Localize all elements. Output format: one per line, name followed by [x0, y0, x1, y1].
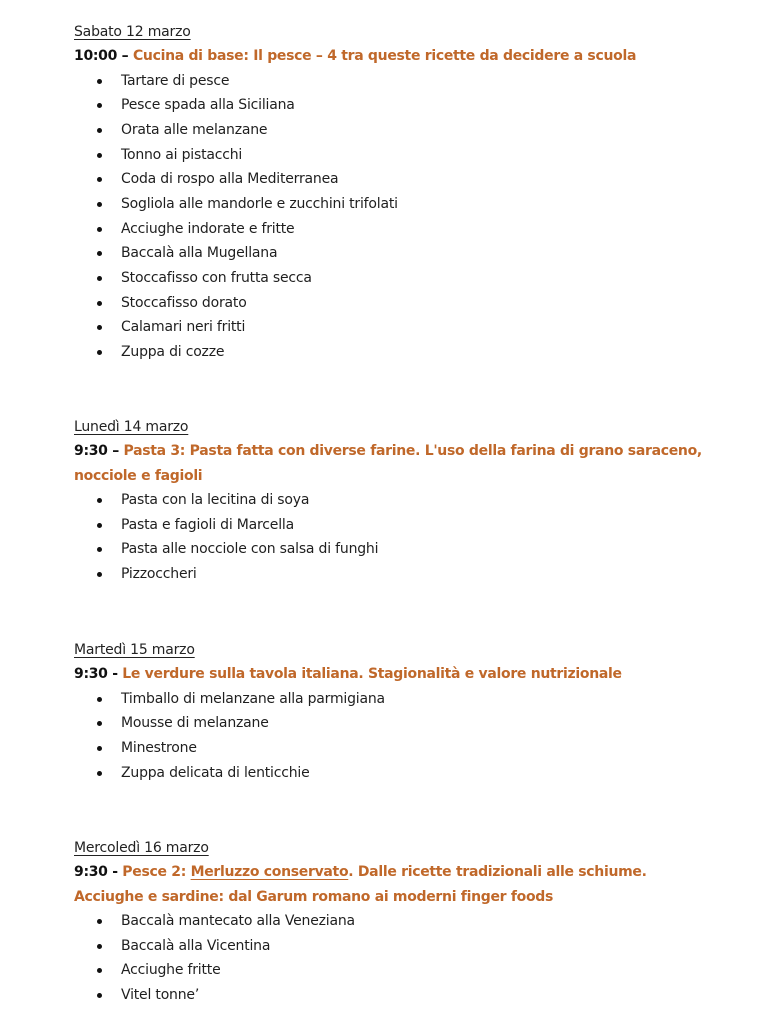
session-heading: [74, 860, 714, 909]
session-separator: –: [121, 48, 129, 64]
list-item-text: Baccalà alla Vicentina: [121, 937, 271, 954]
bullet-icon: [97, 547, 102, 552]
bullet-icon: [97, 177, 102, 182]
recipe-list: [74, 909, 714, 1008]
list-item-text: Mousse di melanzane: [121, 715, 269, 732]
bullet-icon: [97, 697, 102, 702]
list-item: [74, 513, 714, 538]
list-item-text: Baccalà alla Mugellana: [121, 245, 278, 262]
list-item-text: Pasta con la lecitina di soya: [121, 492, 310, 508]
list-item: [74, 340, 714, 365]
bullet-icon: [97, 944, 102, 949]
list-item: [74, 909, 714, 934]
session-heading: [74, 662, 714, 687]
list-item-text: Acciughe indorate e fritte: [121, 220, 295, 237]
bullet-icon: [97, 771, 102, 776]
bullet-icon: [97, 993, 102, 998]
bullet-icon: [97, 128, 102, 133]
bullet-icon: [97, 746, 102, 751]
session-title-underlined: Merluzzo conservato: [190, 864, 349, 880]
recipe-list: [74, 69, 714, 365]
list-item: [74, 291, 714, 316]
session-time: 10:00: [74, 48, 118, 64]
bullet-icon: [97, 350, 102, 355]
bullet-icon: [97, 325, 102, 330]
list-item-text: Minestrone: [121, 739, 197, 756]
list-item: [74, 736, 714, 761]
session-time: 9:30: [74, 666, 108, 682]
bullet-icon: [97, 721, 102, 726]
list-item: [74, 958, 714, 983]
list-item: [74, 537, 714, 562]
list-item: [74, 143, 714, 168]
list-item: [74, 761, 714, 786]
schedule-section-sabato: [74, 20, 714, 365]
list-item: [74, 118, 714, 143]
bullet-icon: [97, 498, 102, 503]
session-heading: [74, 439, 714, 488]
list-item-text: Zuppa di cozze: [121, 344, 225, 361]
schedule-section-lunedi: [74, 415, 714, 587]
list-item-text: Orata alle melanzane: [121, 121, 268, 138]
list-item-text: Stoccafisso con frutta secca: [121, 270, 312, 286]
list-item-text: Coda di rospo alla Mediterranea: [121, 171, 339, 188]
bullet-icon: [97, 202, 102, 207]
list-item-text: Tartare di pesce: [121, 72, 230, 89]
list-item-text: Pesce spada alla Siciliana: [121, 97, 295, 114]
day-heading: Martedì 15 marzo: [74, 642, 195, 658]
session-title-text: Le verdure sulla tavola italiana. Stagionalità e valore nutrizionale: [122, 666, 622, 682]
list-item-text: Timballo di melanzane alla parmigiana: [121, 690, 385, 707]
bullet-icon: [97, 301, 102, 306]
bullet-icon: [97, 227, 102, 232]
list-item: [74, 93, 714, 118]
bullet-icon: [97, 968, 102, 973]
bullet-icon: [97, 153, 102, 158]
list-item: [74, 315, 714, 340]
list-item-text: Zuppa delicata di lenticchie: [121, 764, 310, 781]
session-heading: [74, 44, 714, 69]
day-heading: Lunedì 14 marzo: [74, 419, 189, 435]
list-item-text: Tonno ai pistacchi: [121, 146, 243, 163]
schedule-section-martedi: [74, 638, 714, 785]
bullet-icon: [97, 276, 102, 281]
recipe-list: [74, 687, 714, 786]
bullet-icon: [97, 103, 102, 108]
bullet-icon: [97, 572, 102, 577]
list-item-text: Acciughe fritte: [121, 962, 221, 979]
list-item: [74, 241, 714, 266]
bullet-icon: [97, 251, 102, 256]
schedule-section-mercoledi: [74, 836, 714, 1008]
session-title: [122, 666, 621, 682]
bullet-icon: [97, 79, 102, 84]
list-item-text: Pizzoccheri: [121, 566, 197, 583]
day-heading: Mercoledì 16 marzo: [74, 840, 209, 856]
session-title-prefix: Pesce 2:: [122, 864, 191, 880]
list-item: [74, 69, 714, 94]
list-item-text: Vitel tonne’: [121, 987, 200, 1004]
list-item: [74, 562, 714, 587]
list-item: [74, 983, 714, 1008]
list-item-text: Pasta alle nocciole con salsa di funghi: [121, 541, 379, 558]
list-item: [74, 192, 714, 217]
session-time: 9:30: [74, 443, 108, 459]
session-title: [74, 443, 702, 484]
session-title-text: Cucina di base: Il pesce – 4 tra queste ricette da decidere a scuola: [132, 48, 637, 64]
list-item-text: Stoccafisso dorato: [121, 294, 247, 311]
day-heading: Sabato 12 marzo: [74, 24, 191, 40]
list-item: [74, 217, 714, 242]
list-item-text: Pasta e fagioli di Marcella: [121, 516, 294, 533]
list-item: [74, 711, 714, 736]
bullet-icon: [97, 919, 102, 924]
session-separator: –: [112, 443, 119, 459]
session-time: 9:30: [74, 864, 108, 880]
session-separator: -: [112, 666, 118, 682]
list-item-text: Baccalà mantecato alla Veneziana: [121, 913, 355, 929]
list-item: [74, 687, 714, 712]
session-separator: -: [112, 864, 118, 880]
session-title: [74, 864, 647, 905]
session-title-suffix: . Dalle ricette tradizionali alle schiume. Acciughe e sardine: dal Garum romano ai moderni finger foods: [74, 864, 647, 905]
list-item: [74, 934, 714, 959]
session-title: [133, 48, 636, 64]
list-item-text: Calamari neri fritti: [121, 319, 246, 336]
list-item: [74, 266, 714, 291]
list-item-text: Sogliola alle mandorle e zucchini trifolati: [121, 195, 398, 212]
recipe-list: [74, 488, 714, 587]
session-title-text: Pasta 3: Pasta fatta con diverse farine. L'uso della farina di grano saraceno, nocciole e fagioli: [74, 443, 702, 484]
list-item: [74, 167, 714, 192]
list-item: [74, 488, 714, 513]
bullet-icon: [97, 523, 102, 528]
